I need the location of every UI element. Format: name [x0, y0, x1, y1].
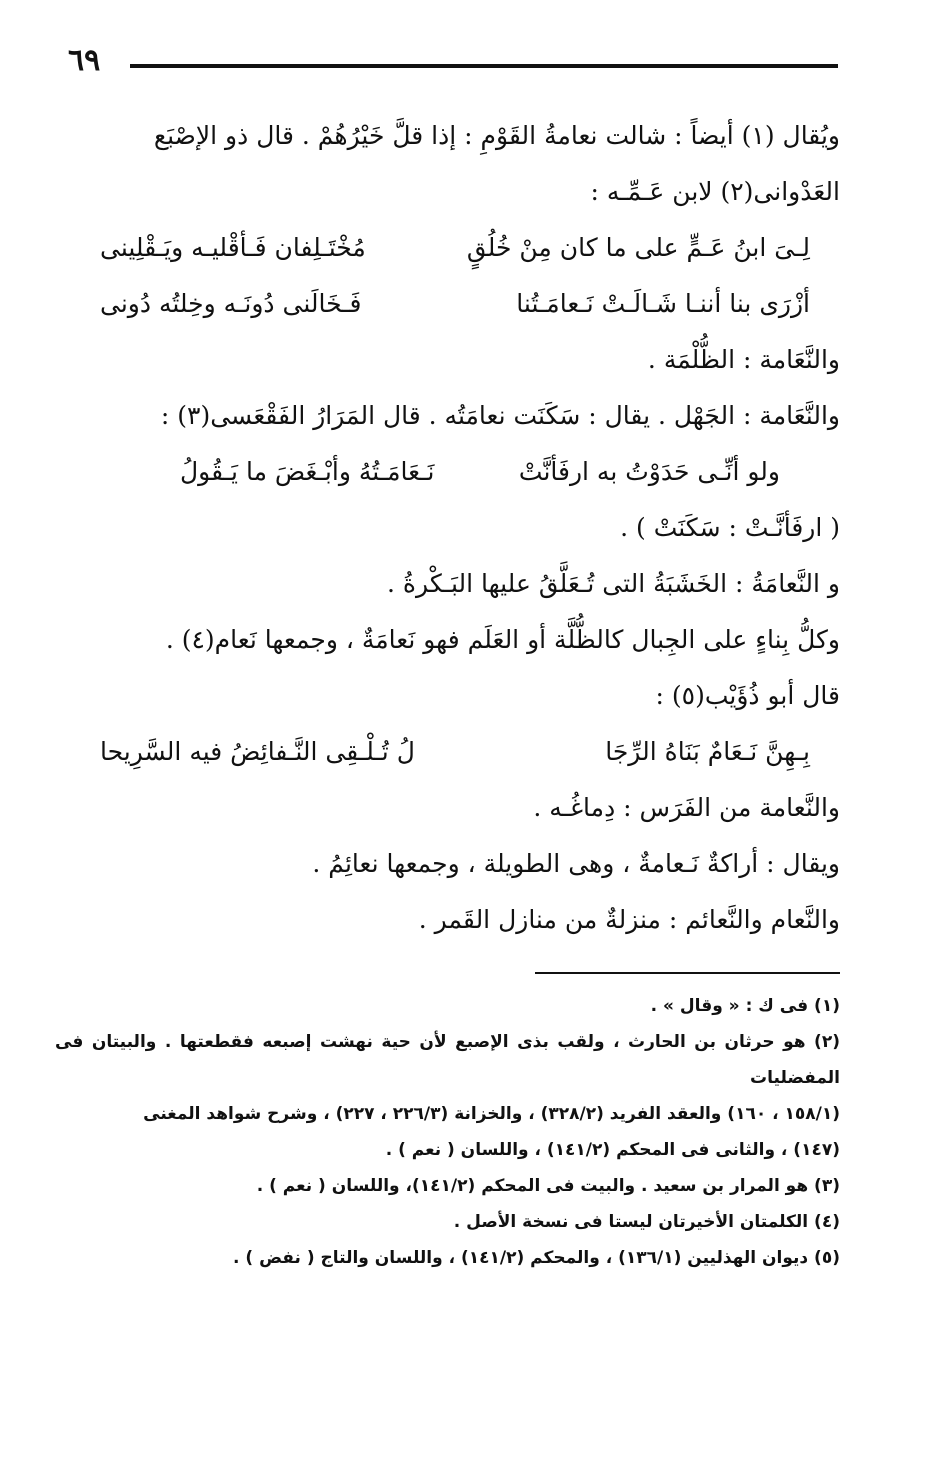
- footnote-4: (٤) الكلمتان الأخيرتان ليستا فى نسخة الأصل .: [453, 1212, 840, 1232]
- main-text: [100, 108, 840, 948]
- footnote-rule: [535, 972, 840, 974]
- verse-4-second-hemistich: لُ تُـلْـقِى النَّـفائِضُ فيه السَّرِيحا: [100, 737, 415, 766]
- paragraph-3: والنَّعَامة : الجَهْل . يقال : سَكَنَت نعامَتُه . قال المَرَارُ الفَقْعَسى(٣) :: [160, 401, 840, 430]
- paragraph-10: والنَّعام والنَّعائم : منزلةٌ من منازل القَمر .: [418, 905, 840, 934]
- footnote-3: (٣) هو المرار بن سعيد . والبيت فى المحكم (١٤١/٢)، واللسان ( نعم ) .: [256, 1176, 840, 1196]
- page-number: ٦٩: [68, 43, 101, 78]
- header-rule: [130, 64, 838, 68]
- paragraph-8: والنَّعامة من الفَرَس : دِماغُـه .: [533, 793, 840, 822]
- verse-1-second-hemistich: مُخْتَـلِفان فَـأقْليـه ويَـقْلِينى: [100, 233, 366, 262]
- paragraph-2: والنَّعَامة : الظُّلْمَة .: [647, 345, 840, 374]
- verse-2: [100, 276, 840, 332]
- verse-2-first-hemistich: أزْرَى بنا أننـا شَـالَـتْ نَـعامَـتُنا: [516, 289, 810, 318]
- footnote-2-line-2: (١٥٨/١ ، ١٦٠) والعقد الفريد (٣٢٨/٢) ، والخزانة (٢٢٦/٣ ، ٢٢٧) ، وشرح شواهد المغنى: [143, 1104, 840, 1124]
- verse-1-first-hemistich: لِـىَ ابنُ عَـمٍّ على ما كان مِنْ خُلُقٍ: [466, 233, 810, 262]
- paragraph-4: ( ارفَأنَّـتْ : سَكَنَتْ ) .: [620, 513, 840, 542]
- verse-2-second-hemistich: فَـخَالَنى دُونَـه وخِلتُه دُونى: [100, 289, 362, 318]
- verse-3-first-hemistich: ولو أنِّـى حَدَوْتُ به ارفَأنَّتْ: [518, 457, 780, 486]
- paragraph-1: ويُقال (١) أيضاً : شالت نعامةُ القَوْمِ : إذا قلَّ خَيْرُهُمْ . قال ذو الإصْبَع: [153, 121, 840, 150]
- footnotes: [55, 988, 840, 1276]
- verse-3-second-hemistich: نَـعَامَـتُهُ وأبْـغَضَ ما يَـقُولُ: [180, 457, 435, 486]
- verse-4: [100, 724, 840, 780]
- paragraph-7: قال أبو ذُؤَيْب(٥) :: [655, 681, 840, 710]
- footnote-2-line-1: (٢) هو حرثان بن الحارث ، ولقب بذى الإصبع لأن حية نهشت إصبعه فقطعتها . والبيتان فى المفضليات: [55, 1032, 840, 1088]
- footnote-2-line-3: (١٤٧) ، والثانى فى المحكم (١٤١/٢) ، واللسان ( نعم ) .: [385, 1140, 840, 1160]
- paragraph-6: وكلُّ بِناءٍ على الجِبال كالظُّلَّة أو العَلَم فهو نَعامَةٌ ، وجمعها نَعام(٤) .: [165, 625, 840, 654]
- paragraph-5: و النَّعامَةُ : الخَشَبَةُ التى تُـعَلَّقُ عليها البَـكْرةُ .: [387, 569, 840, 598]
- verse-4-first-hemistich: بِـهِنَّ نَـعَامٌ بَنَاهُ الرِّجَا: [605, 737, 810, 766]
- verse-3: [100, 444, 840, 500]
- paragraph-1b: العَدْوانى(٢) لابن عَـمِّـه :: [590, 177, 840, 206]
- verse-1: [100, 220, 840, 276]
- footnote-1: (١) فى ك : « وقال » .: [650, 996, 840, 1016]
- footnote-5: (٥) ديوان الهذليين (١٣٦/١) ، والمحكم (١٤١/٢) ، واللسان والتاج ( نفض ) .: [233, 1248, 840, 1268]
- paragraph-9: ويقال : أراكةٌ نَـعامةٌ ، وهى الطويلة ، وجمعها نعائِمُ .: [312, 849, 840, 878]
